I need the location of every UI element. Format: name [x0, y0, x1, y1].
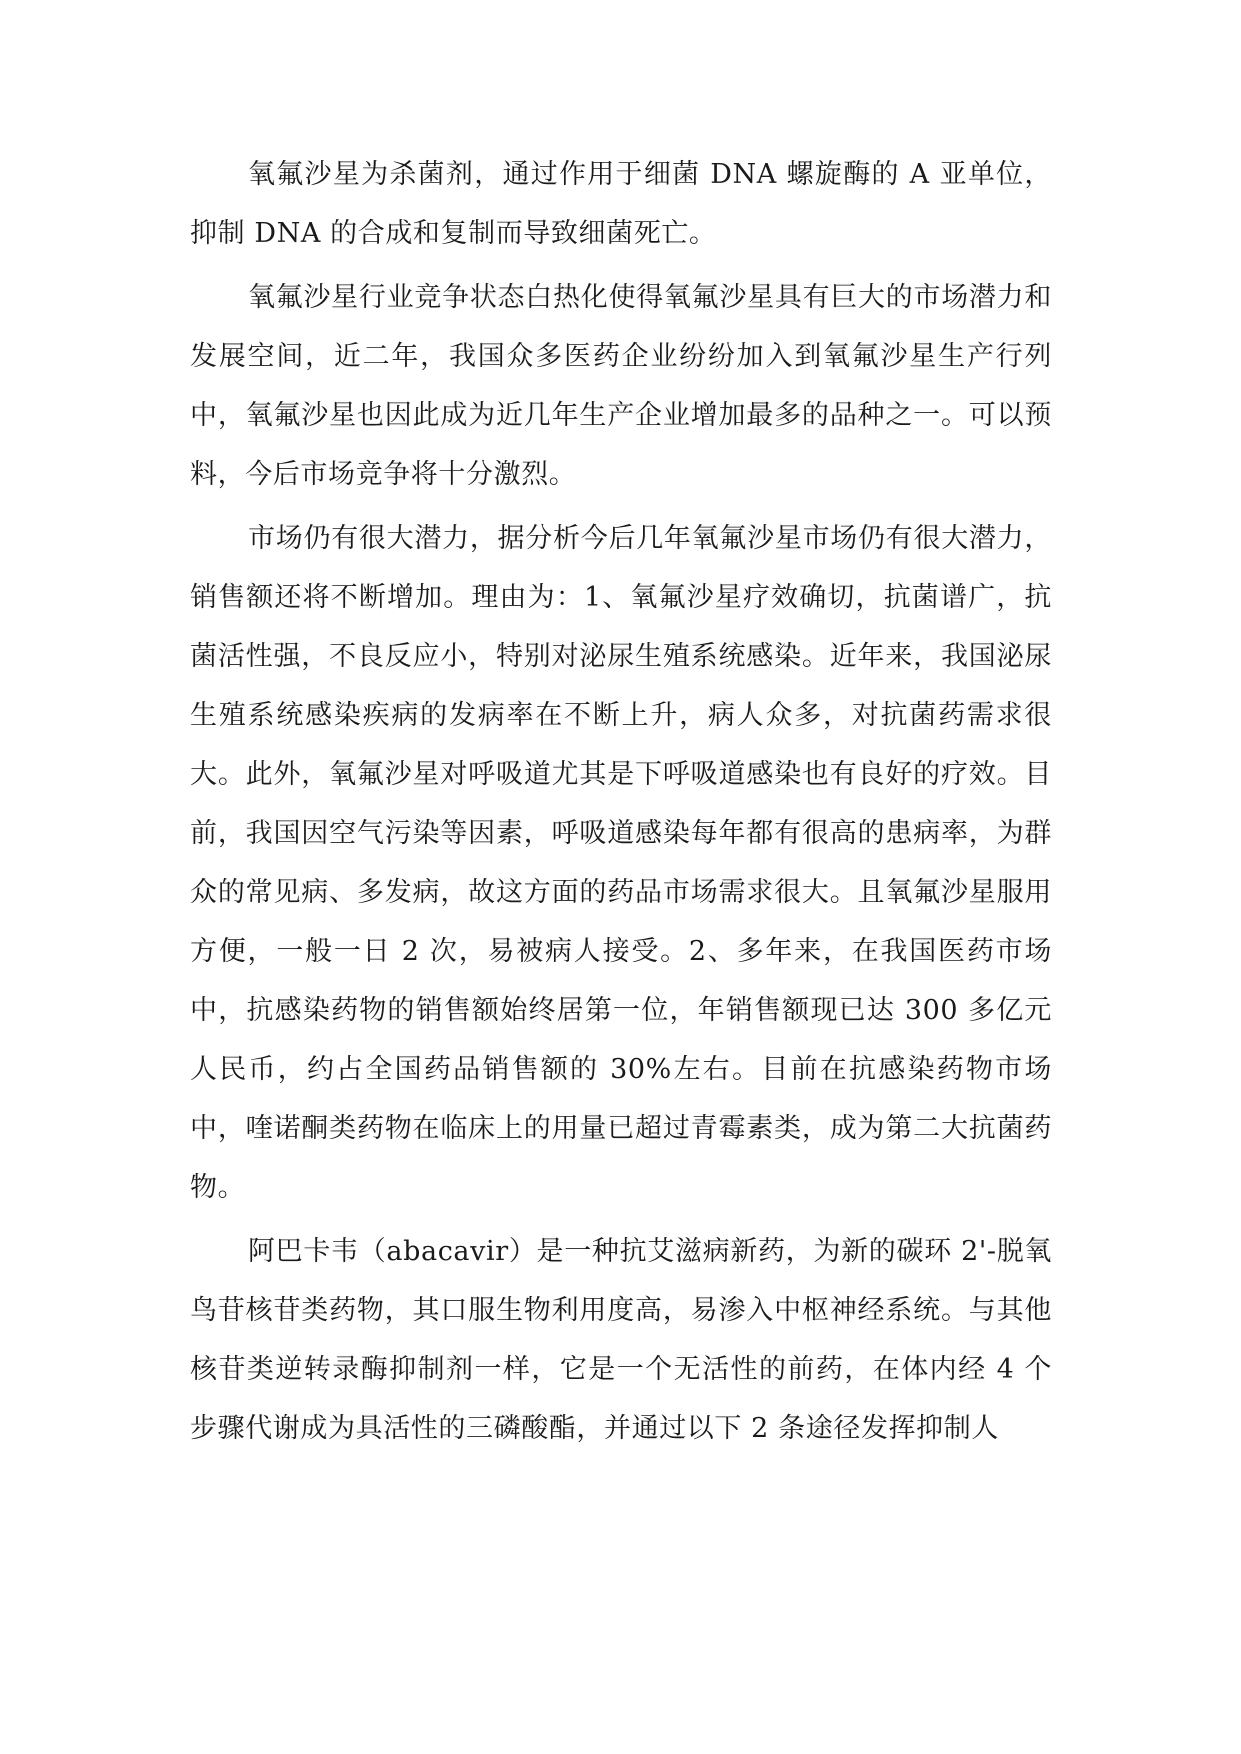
body-text — [190, 145, 1052, 1458]
paragraph-ofloxacin-mechanism: 氧氟沙星为杀菌剂，通过作用于细菌 DNA 螺旋酶的 A 亚单位，抑制 DNA 的合成和复制而导致细菌死亡。 — [190, 159, 1052, 249]
paragraph-industry-competition: 氧氟沙星行业竞争状态白热化使得氧氟沙星具有巨大的市场潜力和发展空间，近二年，我国众多医药企业纷纷加入到氧氟沙星生产行列中，氧氟沙星也因此成为近几年生产企业增加最多的品种之一。可以预料，今后市场竞争将十分激烈。 — [190, 282, 1052, 490]
paragraph-abacavir: 阿巴卡韦（abacavir）是一种抗艾滋病新药，为新的碳环 2'-脱氧鸟苷核苷类药物，其口服生物利用度高，易渗入中枢神经系统。与其他核苷类逆转录酶抑制剂一样，它是一个无活性的前药，在体内经 4 个步骤代谢成为具活性的三磷酸酯，并通过以下 2 条途径发挥抑制人 — [190, 1236, 1052, 1444]
paragraph-market-potential: 市场仍有很大潜力，据分析今后几年氧氟沙星市场仍有很大潜力，销售额还将不断增加。理由为：1、氧氟沙星疗效确切，抗菌谱广，抗菌活性强，不良反应小，特别对泌尿生殖系统感染。近年来，我国泌尿生殖系统感染疾病的发病率在不断上升，病人众多，对抗菌药需求很大。此外，氧氟沙星对呼吸道尤其是下呼吸道感染也有良好的疗效。目前，我国因空气污染等因素，呼吸道感染每年都有很高的患病率，为群众的常见病、多发病，故这方面的药品市场需求很大。且氧氟沙星服用方便，一般一日 2 次，易被病人接受。2、多年来，在我国医药市场中，抗感染药物的销售额始终居第一位，年销售额现已达 300 多亿元人民币，约占全国药品销售额的 30%左右。目前在抗感染药物市场中，喹诺酮类药物在临床上的用量已超过青霉素类，成为第二大抗菌药物。 — [190, 523, 1052, 1203]
